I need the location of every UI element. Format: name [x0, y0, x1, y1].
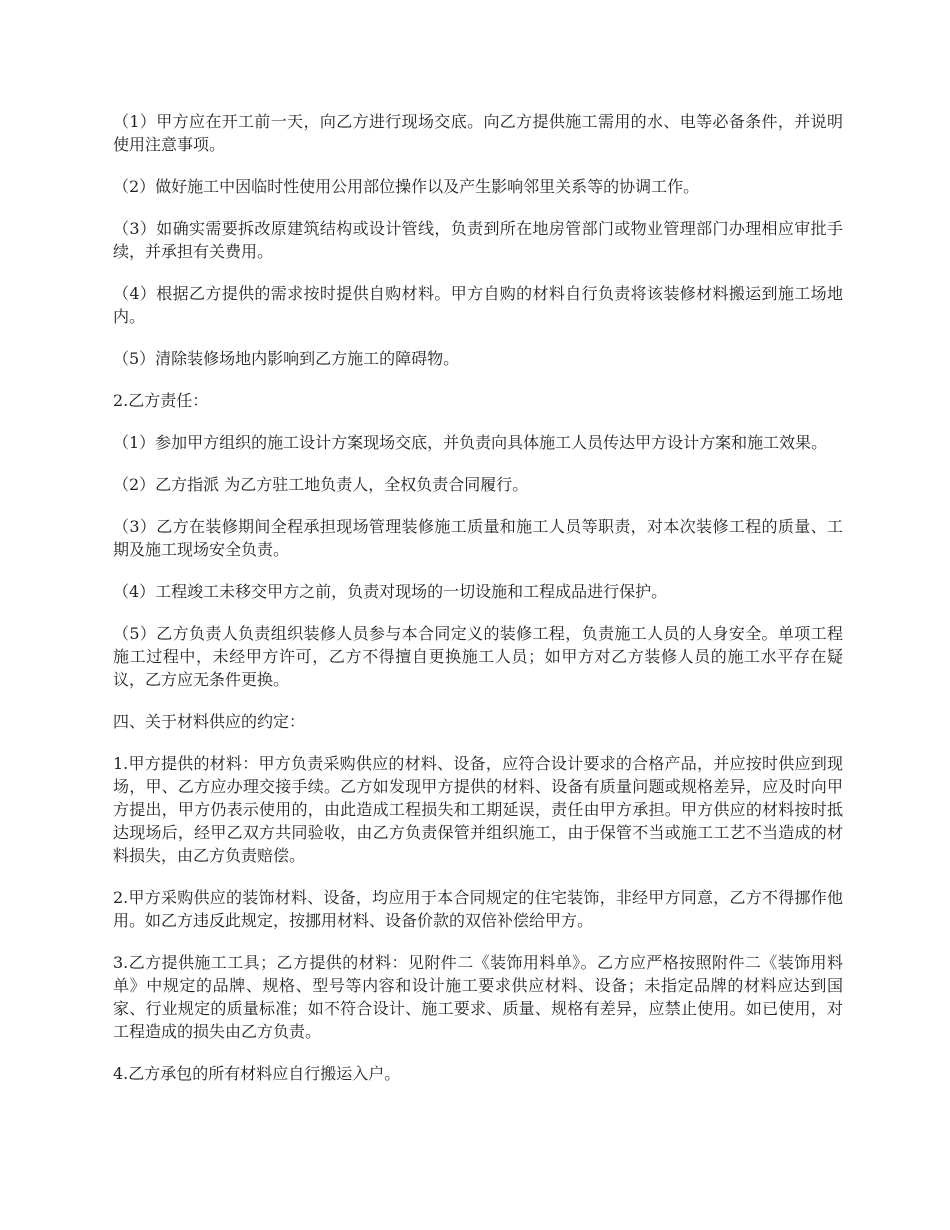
paragraph-jia-duty-2: （2）做好施工中因临时性使用公用部位操作以及产生影响邻里关系等的协调工作。 [113, 177, 700, 196]
paragraph-yi-duty-5: （5）乙方负责人负责组织装修人员参与本合同定义的装修工程，负责施工人员的人身安全。单项工程施工过程中，未经甲方许可，乙方不得擅自更换施工人员；如甲方对乙方装修人员的施工水平存在疑议，乙方应无条件更换。 [113, 624, 843, 689]
paragraph-jia-duty-3: （3）如确实需要拆改原建筑结构或设计管线，负责到所在地房管部门或物业管理部门办理相应审批手续，并承担有关费用。 [113, 219, 843, 261]
section-heading-materials: 四、关于材料供应的约定： [113, 712, 306, 731]
paragraph-materials-4: 4.乙方承包的所有材料应自行搬运入户。 [113, 1064, 401, 1083]
paragraph-materials-3: 3.乙方提供施工工具；乙方提供的材料：见附件二《装饰用料单》。乙方应严格按照附件二《装饰用料单》中规定的品牌、规格、型号等内容和设计施工要求供应材料、设备；未指定品牌的材料应达到国家、行业规定的质量标准；如不符合设计、施工要求、质量、规格有差异，应禁止使用。如已使用，对工程造成的损失由乙方负责。 [113, 953, 843, 1041]
paragraph-jia-duty-4: （4）根据乙方提供的需求按时提供自购材料。甲方自购的材料自行负责将该装修材料搬运到施工场地内。 [113, 284, 843, 326]
paragraph-yi-duty-3: （3）乙方在装修期间全程承担现场管理装修施工质量和施工人员等职责，对本次装修工程的质量、工期及施工现场安全负责。 [113, 517, 843, 559]
paragraph-yi-duty-4: （4）工程竣工未移交甲方之前，负责对现场的一切设施和工程成品进行保护。 [113, 582, 668, 601]
paragraph-yi-duty-2: （2）乙方指派 为乙方驻工地负责人，全权负责合同履行。 [113, 475, 529, 494]
paragraph-jia-duty-1: （1）甲方应在开工前一天，向乙方进行现场交底。向乙方提供施工需用的水、电等必备条件，并说明使用注意事项。 [113, 112, 843, 154]
section-heading-yi-duties: 2.乙方责任： [113, 391, 209, 410]
paragraph-yi-duty-1: （1）参加甲方组织的施工设计方案现场交底，并负责向具体施工人员传达甲方设计方案和施工效果。 [113, 433, 828, 452]
paragraph-materials-1: 1.甲方提供的材料：甲方负责采购供应的材料、设备，应符合设计要求的合格产品，并应按时供应到现场，甲、乙方应办理交接手续。乙方如发现甲方提供的材料、设备有质量问题或规格差异，应及时向甲方提出，甲方仍表示使用的，由此造成工程损失和工期延误，责任由甲方承担。甲方供应的材料按时抵达现场后，经甲乙双方共同验收，由乙方负责保管并组织施工，由于保管不当或施工工艺不当造成的材料损失，由乙方负责赔偿。 [113, 754, 843, 865]
document-body [113, 110, 843, 1104]
paragraph-materials-2: 2.甲方采购供应的装饰材料、设备，均应用于本合同规定的住宅装饰，非经甲方同意，乙方不得挪作他用。如乙方违反此规定，按挪用材料、设备价款的双倍补偿给甲方。 [113, 888, 843, 930]
paragraph-jia-duty-5: （5）清除装修场地内影响到乙方施工的障碍物。 [113, 349, 460, 368]
